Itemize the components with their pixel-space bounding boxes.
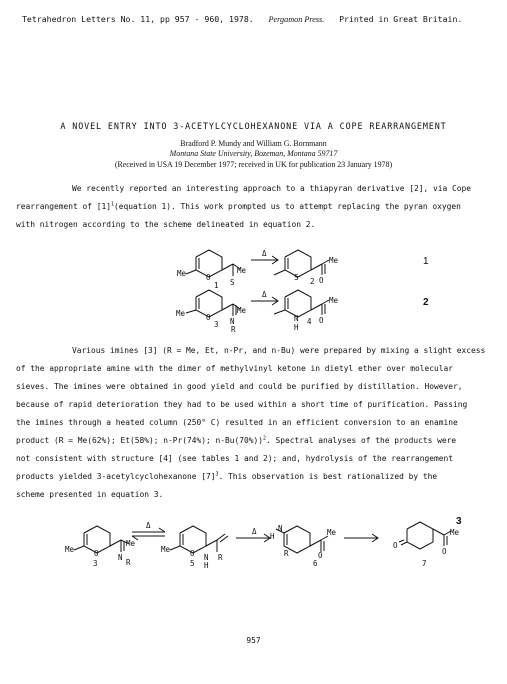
- scheme-equations-1-2: [0, 240, 507, 340]
- para1-line1: We recently reported an interesting approach to a thiapyran derivative [2], via Cope: [72, 184, 472, 193]
- equation-number-3: 3: [456, 516, 462, 527]
- s-label-1: S: [230, 278, 235, 287]
- delta-eq2: Δ: [262, 290, 267, 299]
- o-label-s7: O: [393, 541, 398, 550]
- o-label-3: O: [206, 313, 211, 322]
- n-label-s6: N: [278, 524, 283, 533]
- n-label-s5: N: [204, 553, 209, 562]
- equation-number-2: 2: [423, 297, 429, 308]
- me-label-4: Me: [329, 296, 339, 305]
- ring-compound-7: [407, 522, 433, 549]
- equation-number-1: 1: [423, 256, 429, 267]
- compound-5-number: 5: [190, 559, 195, 568]
- r-label-s6: R: [284, 549, 289, 558]
- me-label-2: Me: [329, 256, 339, 265]
- para1-line3: with nitrogen according to the scheme delineated in equation 2.: [16, 220, 316, 229]
- n-label-s3: N: [118, 553, 123, 562]
- journal-citation: Tetrahedron Letters No. 11, pp 957 - 960, 1978.: [22, 14, 254, 24]
- para2-line1: Various imines [3] (R = Me, Et, n-Pr, and n-Bu) were prepared by mixing a slight excess: [72, 346, 486, 355]
- received-dates: (Received in USA 19 December 1977; received in UK for publication 23 January 1978): [114, 160, 393, 169]
- para2-line2: of the appropriate amine with the dimer of methylvinyl ketone in dietyl ether over molecular: [16, 364, 454, 373]
- publisher-name: Pergamon Press.: [268, 15, 325, 24]
- para2-ref-sup-2: 2: [263, 435, 267, 442]
- para1-line2: [16, 202, 461, 211]
- o-label-s6: O: [318, 551, 323, 560]
- compound-7-number: 7: [422, 559, 427, 568]
- me-label-3: Me: [176, 309, 186, 318]
- compound-6-number: 6: [313, 559, 318, 568]
- para2-line8-text-a: products yielded 3-acetylcyclohexanone [7]: [16, 472, 216, 481]
- para2-line4: because of rapid deterioration they had to be used within a short time of purification. Passing: [16, 400, 468, 409]
- r-label-s3: R: [126, 558, 131, 567]
- r-label-3: R: [231, 325, 236, 334]
- o-label-2: O: [319, 276, 324, 285]
- delta-eq3-a: Δ: [146, 521, 151, 530]
- me-label-s7: Me: [450, 528, 460, 537]
- n-label-4: N: [294, 314, 299, 323]
- page-number: 957: [246, 636, 261, 645]
- para2-line5: the imines through a heated column (250° C) resulted in an efficient conversion to an enamine: [16, 418, 458, 427]
- h-label-s6: H: [270, 532, 275, 541]
- compound-3-number-s: 3: [93, 559, 98, 568]
- para2-line6: [16, 436, 456, 445]
- me-label-s3: Me: [65, 545, 75, 554]
- r-label-s5: R: [218, 553, 223, 562]
- compound-1-number: 1: [214, 281, 219, 290]
- o-label-1: O: [206, 273, 211, 282]
- o-label-4: O: [319, 316, 324, 325]
- n-label-3: N: [230, 317, 235, 326]
- journal-header: [22, 14, 462, 24]
- para2-line8: [16, 472, 437, 481]
- compound-2-number: 2: [310, 277, 315, 286]
- para1-line2-text-b: (equation 1). This work prompted us to attempt replacing the pyran oxygen: [114, 202, 461, 211]
- o-label-s3: O: [94, 549, 99, 558]
- compound-4-number: 4: [307, 317, 312, 326]
- para2-line6-text-a: product (R = Me(62%); Et(58%); n-Pr(74%); n-Bu(70%)): [16, 436, 264, 445]
- para1-ref-sup: 1: [111, 201, 115, 208]
- para2-line8-text-b: . This observation is best rationalized by the: [218, 472, 438, 481]
- para2-line6-text-b: . Spectral analyses of the products were: [266, 436, 457, 445]
- para1-line2-text-a: rearrangement of [1]: [16, 202, 112, 211]
- para2-line3: sieves. The imines were obtained in good yield and could be purified by distillation. However,: [16, 382, 463, 391]
- para2-line9: scheme presented in equation 3.: [16, 490, 164, 499]
- h-label-s5: H: [204, 561, 209, 570]
- me-label-s3b: Me: [126, 539, 136, 548]
- delta-eq1: Δ: [262, 249, 267, 258]
- me-label-1: Me: [177, 269, 187, 278]
- me-label-3b: Me: [237, 306, 247, 315]
- para2-ref-sup-3: 3: [215, 471, 219, 478]
- o-label-s5: O: [190, 549, 195, 558]
- compound-3-number: 3: [214, 320, 219, 329]
- article-title: A NOVEL ENTRY INTO 3-ACETYLCYCLOHEXANONE VIA A COPE REARRANGEMENT: [60, 121, 447, 131]
- h-label-4: H: [294, 323, 299, 332]
- ring-compound-4: [285, 290, 311, 317]
- me-label-s5: Me: [161, 545, 171, 554]
- o-label-s7b: O: [442, 547, 447, 556]
- para2-line7: not consistent with structure [4] (see tables 1 and 2); and, hydrolysis of the rearrangement: [16, 454, 454, 463]
- author-affiliation: Montana State University, Bozeman, Montana 59717: [169, 149, 338, 158]
- s-label-2: S: [294, 273, 299, 282]
- me-label-s6: Me: [327, 528, 337, 537]
- article-authors: Bradford P. Mundy and William G. Bornmann: [180, 139, 327, 148]
- scheme-equation-3: [0, 508, 507, 578]
- delta-eq3-b: Δ: [252, 527, 257, 536]
- printed-in: Printed in Great Britain.: [339, 14, 463, 24]
- me-label-1b: Me: [237, 266, 247, 275]
